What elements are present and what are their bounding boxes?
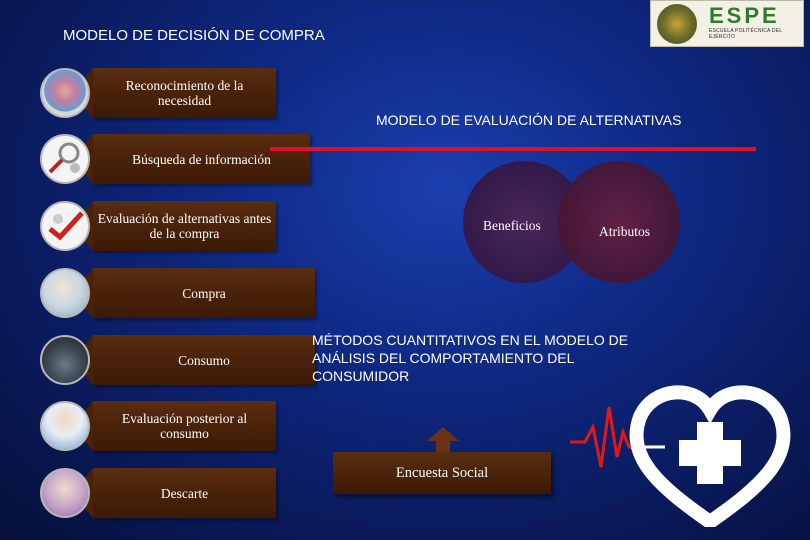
step-label: Consumo [178, 352, 230, 368]
step-label: Evaluación posterior al consumo [121, 411, 248, 441]
elderly-photo-icon [40, 468, 90, 518]
doctor-photo-icon [40, 401, 90, 451]
consumer-photo-icon [40, 335, 90, 385]
step-label: Descarte [160, 485, 209, 501]
magnifier-svg [42, 136, 88, 182]
step-busqueda [40, 134, 276, 184]
atributos-label: Atributos [599, 224, 651, 239]
logo-subtitle: ESCUELA POLITÉCNICA DEL EJÉRCITO [709, 28, 783, 40]
step-label: Evaluación de alternativas antes de la compra [97, 211, 272, 241]
metodos-text: MÉTODOS CUANTITATIVOS EN EL MODELO DE ANÁLISIS DEL COMPORTAMIENTO DEL CONSUMIDOR [312, 332, 629, 384]
checkmark-svg [42, 203, 88, 249]
page-title: MODELO DE DECISIÓN DE COMPRA [63, 27, 325, 44]
step-label: Compra [182, 285, 226, 301]
step-label: Reconocimiento de la necesidad [125, 78, 244, 108]
magnifier-icon [40, 134, 90, 184]
red-divider [270, 147, 756, 151]
brain-head-icon [40, 68, 90, 118]
step-descarte [40, 468, 276, 518]
logo-text: ESPE [709, 3, 780, 28]
evaluation-title: MODELO DE EVALUACIÓN DE ALTERNATIVAS [376, 112, 682, 128]
step-consumo [40, 335, 276, 385]
espe-logo [650, 0, 804, 47]
encuesta-box [333, 452, 551, 494]
step-reconocimiento [40, 68, 276, 118]
step-label: Búsqueda de información [132, 151, 271, 167]
step-evaluacion-posterior [40, 401, 276, 451]
venn-circle-right [558, 161, 680, 283]
heart-cross-icon [565, 372, 810, 527]
up-arrow-icon [425, 425, 461, 455]
encuesta-label: Encuesta Social [395, 464, 489, 481]
step-compra [40, 268, 276, 318]
checkmark-icon [40, 201, 90, 251]
beneficios-label: Beneficios [483, 218, 541, 233]
step-evaluacion [40, 201, 276, 251]
seal-icon [657, 4, 697, 44]
shopping-photo-icon [40, 268, 90, 318]
